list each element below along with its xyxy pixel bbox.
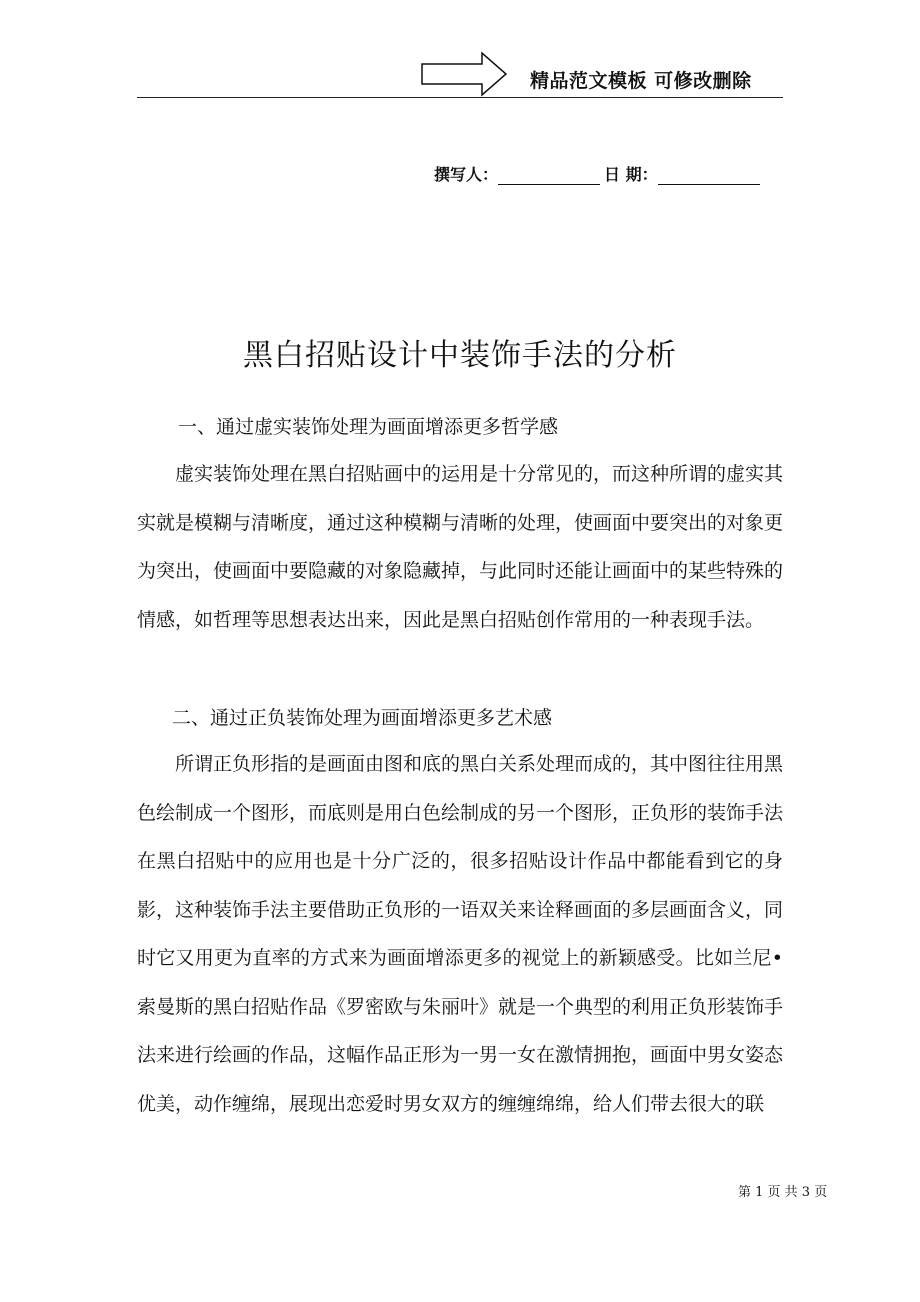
meta-line [434, 162, 784, 184]
section-paragraph-1: 虚实装饰处理在黑白招贴画中的运用是十分常见的，而这种所谓的虚实其实就是模糊与清晰度，通过这种模糊与清晰的处理，使画面中要突出的对象更为突出，使画面中要隐藏的对象隐藏掉，与此同时还能让画面中的某些特殊的情感，如哲理等思想表达出来，因此是黑白招贴创作常用的一种表现手法。 [137, 463, 784, 631]
author-blank [498, 168, 600, 185]
section-paragraph-2: 所谓正负形指的是画面由图和底的黑白关系处理而成的，其中图往往用黑色绘制成一个图形，而底则是用白色绘制成的另一个图形，正负形的装饰手法在黑白招贴中的应用也是十分广泛的，很多招贴设计作品中都能看到它的身影，这种装饰手法主要借助正负形的一语双关来诠释画面的多层画面含义，同时它又用更为直率的方式来为画面增添更多的视觉上的新颖感受。比如兰尼•索曼斯的黑白招贴作品《罗密欧与朱丽叶》就是一个典型的利用正负形装饰手法来进行绘画的作品，这幅作品正形为一男一女在激情拥抱，画面中男女姿态优美，动作缠绵，展现出恋爱时男女双方的缠缠绵绵，给人们带去很大的联 [137, 753, 784, 1115]
arrow-icon [420, 50, 508, 98]
header-banner: 精品范文模板 可修改删除 [530, 70, 752, 92]
section-heading-1: 一、通过虚实装饰处理为画面增添更多哲学感 [178, 416, 559, 438]
section-heading-2: 二、通过正负装饰处理为画面增添更多艺术感 [172, 707, 553, 729]
date-blank [658, 168, 760, 185]
author-label: 撰写人： [434, 165, 499, 184]
document-title: 黑白招贴设计中装饰手法的分析 [243, 338, 677, 373]
page-indicator: 第 1 页 共 3 页 [738, 1185, 828, 1200]
header-divider [137, 97, 783, 98]
date-label: 日 期： [604, 165, 658, 184]
